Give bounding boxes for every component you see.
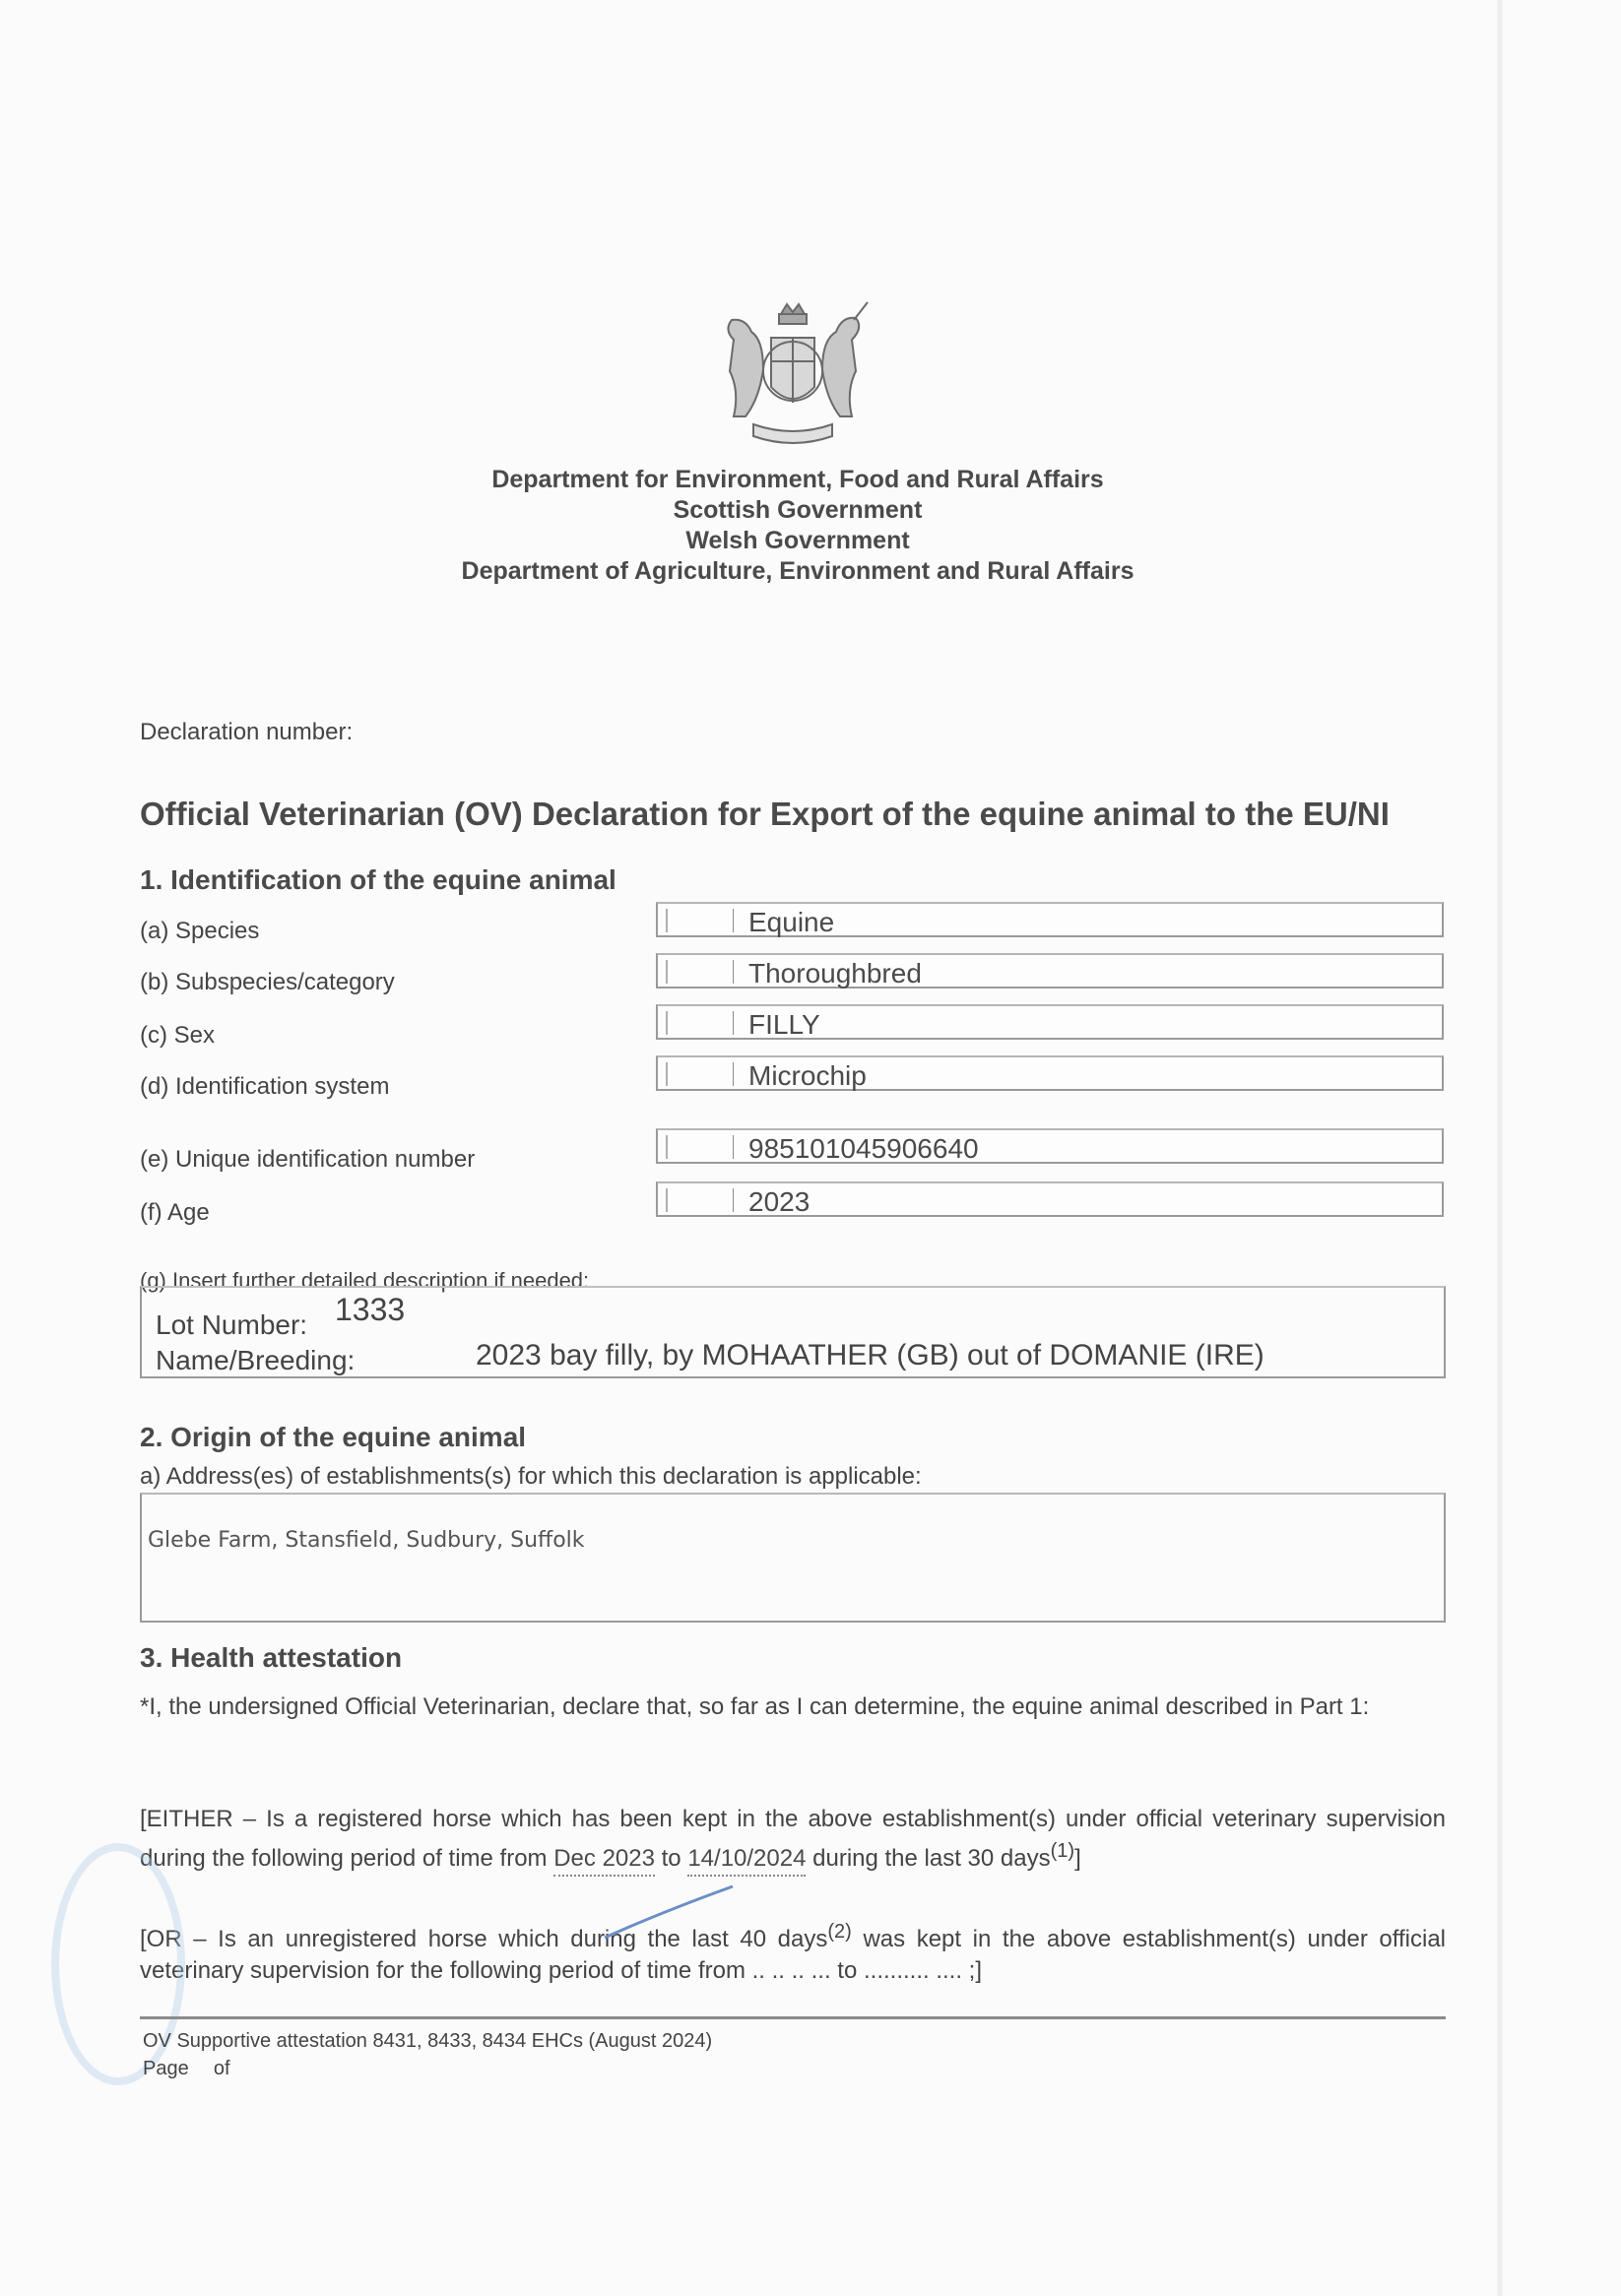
- authority-line: Welsh Government: [685, 527, 910, 554]
- field-divider: [666, 909, 668, 932]
- authority-line: Department of Agriculture, Environment and Rural Affairs: [461, 557, 1135, 585]
- field-divider: [666, 1135, 668, 1159]
- or-text-b: was kept in the above establishment(s) under official veterinary supervision for the following period of time from .. .. .. ... to .......... .... ;]: [140, 1926, 1447, 1984]
- subspecies-field[interactable]: [656, 953, 1444, 989]
- address-box[interactable]: [140, 1493, 1446, 1623]
- footer-attestation: OV Supportive attestation 8431, 8433, 8434 EHCs (August 2024): [143, 2030, 713, 2052]
- strike-through-mark: [603, 1882, 741, 1942]
- either-to-word: to: [661, 1845, 681, 1872]
- attestation-intro: *I, the undersigned Official Veterinarian, declare that, so far as I can determine, the equine animal described in Part 1:: [140, 1693, 1370, 1720]
- subspecies-value: Thoroughbred: [748, 958, 922, 989]
- address-label: a) Address(es) of establishments(s) for which this declaration is applicable:: [140, 1463, 922, 1490]
- either-text: [EITHER – Is a registered horse which has been kept in the above establishment(s) under official veterinary supervision during the following period of time from: [140, 1806, 1446, 1872]
- species-label: (a) Species: [140, 918, 260, 944]
- either-clause: [140, 1804, 1446, 1877]
- description-label: (g) Insert further detailed description if needed:: [140, 1268, 590, 1293]
- name-breeding-label: Name/Breeding:: [156, 1345, 356, 1375]
- either-close: ]: [1074, 1845, 1081, 1872]
- page-label: Page: [143, 2058, 189, 2079]
- lot-number-label: Lot Number:: [156, 1309, 308, 1340]
- section2-heading: 2. Origin of the equine animal: [140, 1422, 527, 1452]
- unique-id-value: 985101045906640: [748, 1133, 979, 1164]
- either-from-date: Dec 2023: [553, 1843, 655, 1877]
- field-divider: [733, 1062, 734, 1086]
- field-divider: [733, 1188, 734, 1212]
- field-divider: [733, 960, 734, 984]
- document-title: Official Veterinarian (OV) Declaration for Export of the equine animal to the EU/NI: [140, 796, 1390, 832]
- identification-system-label: (d) Identification system: [140, 1073, 390, 1100]
- unique-id-label: (e) Unique identification number: [140, 1146, 476, 1173]
- species-field[interactable]: [656, 902, 1444, 937]
- unique-id-field[interactable]: [656, 1128, 1444, 1164]
- issuing-authorities: [374, 465, 1221, 587]
- sex-label: (c) Sex: [140, 1022, 216, 1049]
- field-divider: [666, 1011, 668, 1035]
- address-value: Glebe Farm, Stansfield, Sudbury, Suffolk: [148, 1528, 585, 1553]
- age-value: 2023: [748, 1186, 810, 1217]
- royal-coat-of-arms-icon: [694, 300, 891, 458]
- age-field[interactable]: [656, 1181, 1444, 1217]
- field-divider: [733, 909, 734, 932]
- field-divider: [666, 960, 668, 984]
- identification-system-value: Microchip: [748, 1060, 867, 1091]
- field-divider: [733, 1011, 734, 1035]
- age-label: (f) Age: [140, 1199, 210, 1226]
- of-label: of: [213, 2058, 230, 2079]
- sex-field[interactable]: [656, 1004, 1444, 1040]
- or-text-a: [OR – Is an unregistered horse which during the last 40 days: [140, 1926, 828, 1952]
- footnote-ref-2: (2): [827, 1921, 852, 1943]
- field-divider: [666, 1062, 668, 1086]
- authority-line: Scottish Government: [673, 496, 923, 524]
- subspecies-label: (b) Subspecies/category: [140, 969, 395, 995]
- species-value: Equine: [748, 907, 835, 937]
- either-tail: during the last 30 days: [812, 1845, 1051, 1872]
- footer-page: [143, 2058, 230, 2080]
- either-to-date: 14/10/2024: [687, 1843, 806, 1877]
- section3-heading: 3. Health attestation: [140, 1642, 403, 1673]
- lot-number-value: 1333: [335, 1292, 406, 1327]
- footnote-ref-1: (1): [1050, 1840, 1075, 1862]
- name-breeding-value: 2023 bay filly, by MOHAATHER (GB) out of DOMANIE (IRE): [476, 1339, 1264, 1371]
- field-divider: [733, 1135, 734, 1159]
- or-clause: [140, 1916, 1446, 1987]
- identification-system-field[interactable]: [656, 1055, 1444, 1091]
- section1-heading: 1. Identification of the equine animal: [140, 864, 616, 895]
- field-divider: [666, 1188, 668, 1212]
- declaration-number-label: Declaration number:: [140, 719, 354, 745]
- footer-rule: [140, 2016, 1446, 2019]
- sex-value: FILLY: [748, 1009, 820, 1040]
- page-edge-shadow: [1497, 0, 1503, 2296]
- authority-line: Department for Environment, Food and Rural Affairs: [491, 466, 1104, 493]
